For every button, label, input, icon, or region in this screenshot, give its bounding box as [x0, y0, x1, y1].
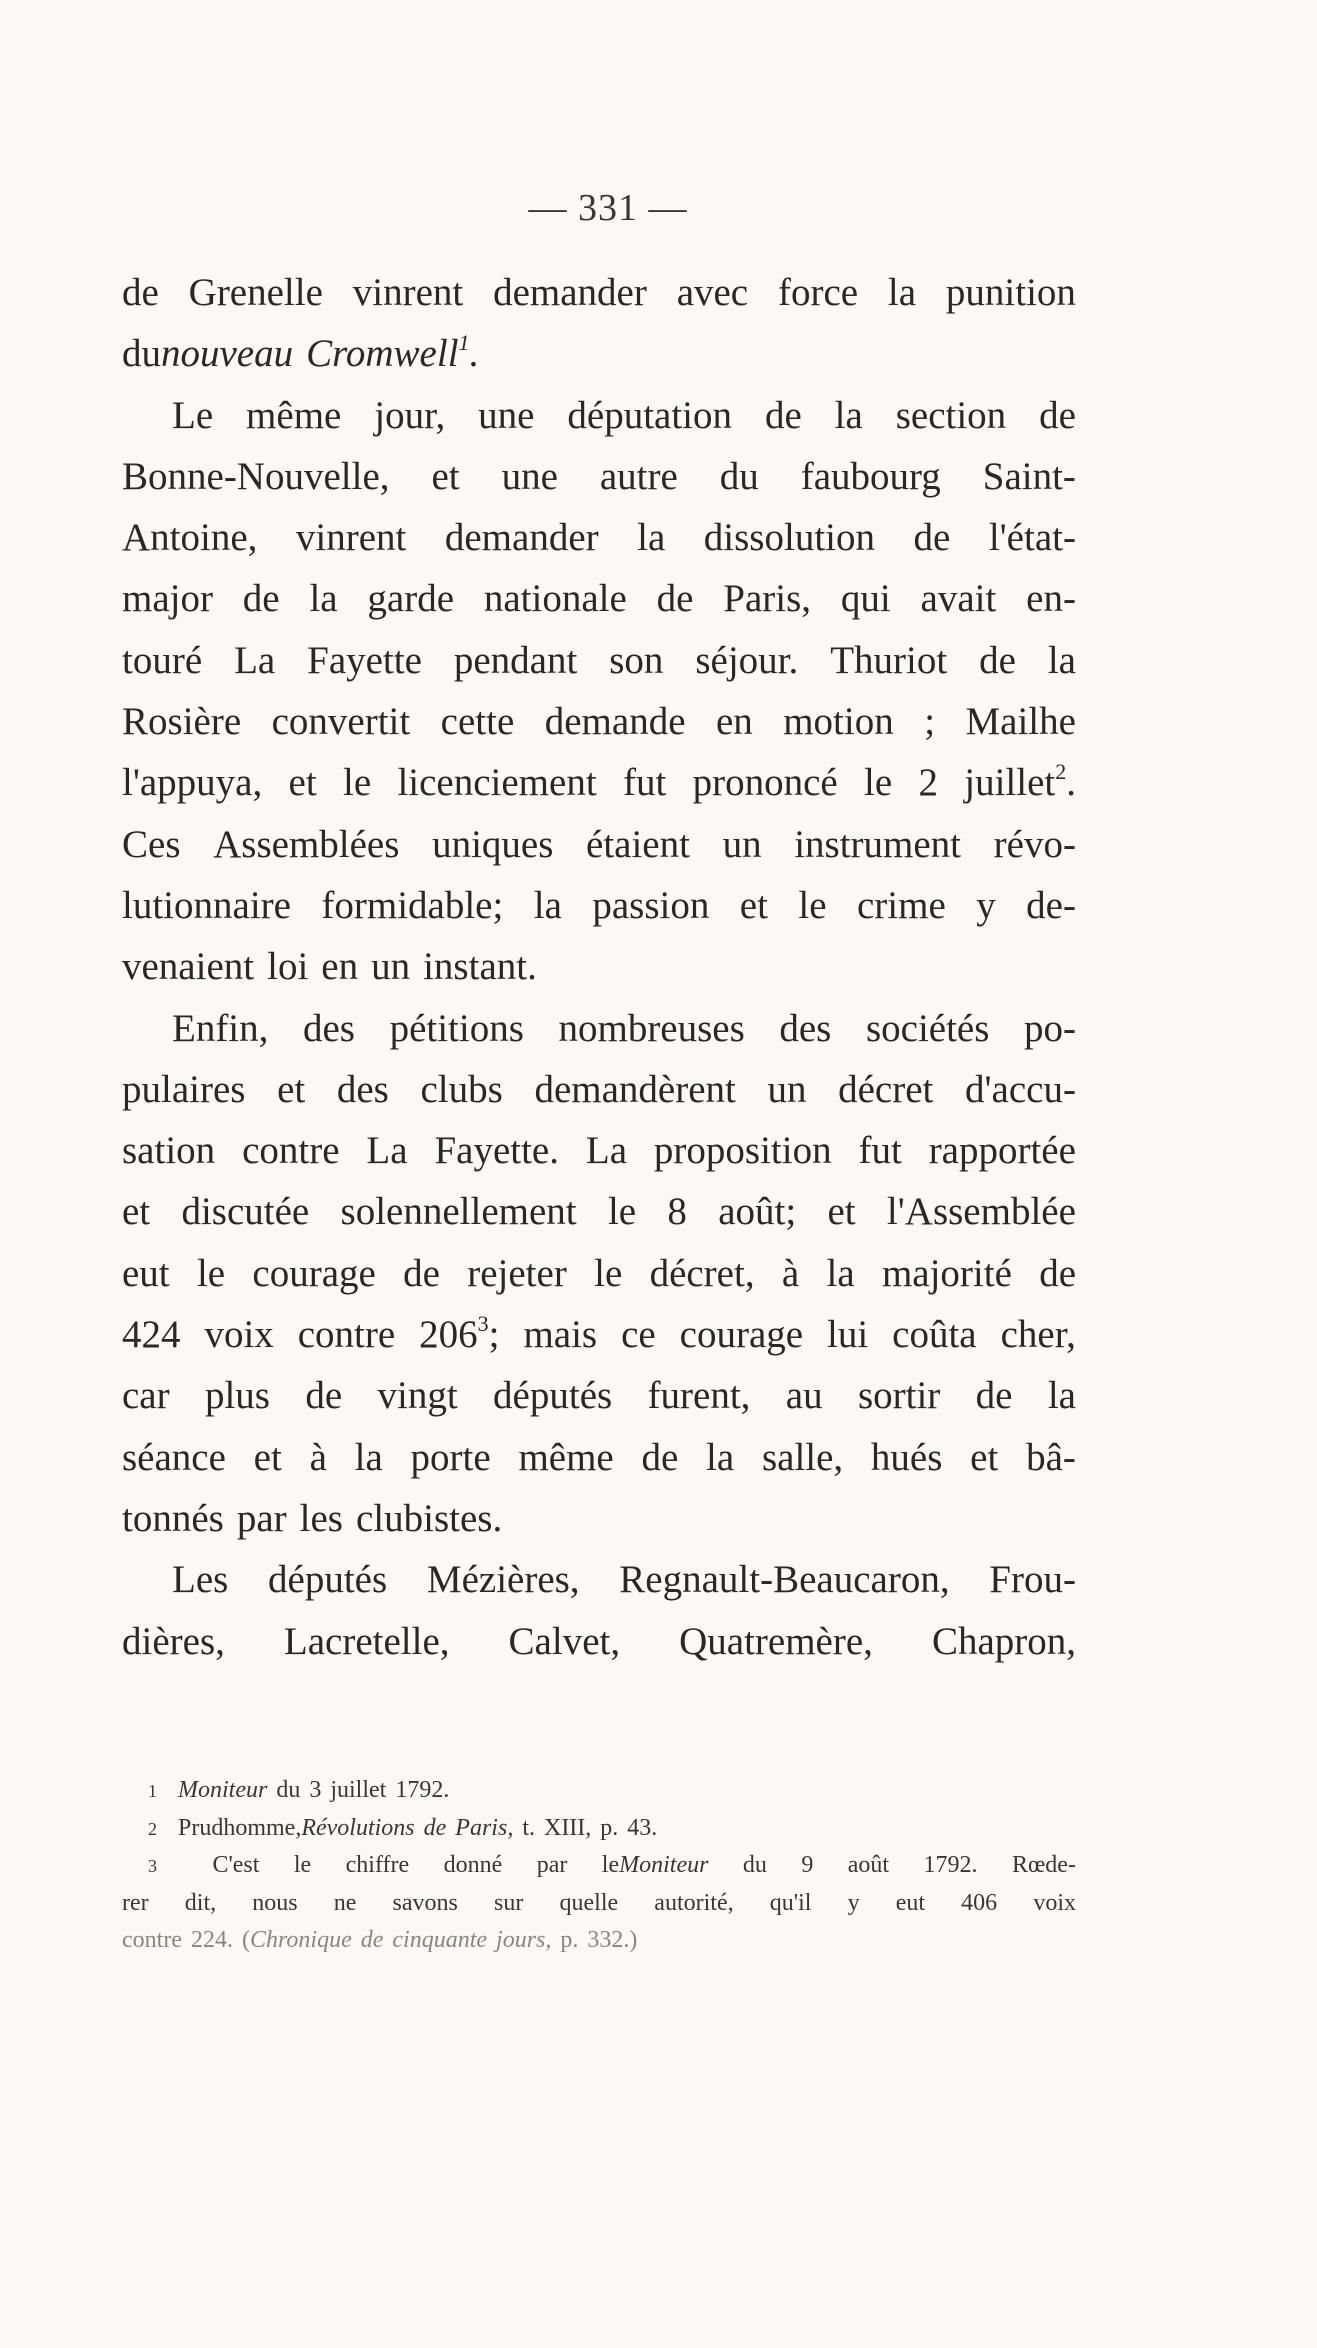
- word: de: [403, 1251, 440, 1295]
- word: y: [847, 1889, 860, 1916]
- word: révo-: [993, 822, 1076, 866]
- word: plus: [204, 1374, 270, 1418]
- word: le: [342, 761, 372, 805]
- word: la: [354, 1435, 383, 1479]
- word: 2: [918, 761, 938, 805]
- word: de: [122, 271, 159, 314]
- word: sur: [494, 1889, 524, 1916]
- word: à: [309, 1435, 327, 1479]
- word: août: [847, 1852, 890, 1878]
- text-line: [122, 630, 1076, 691]
- word: la: [834, 393, 863, 437]
- word: .: [1066, 761, 1076, 805]
- word: touré: [122, 638, 203, 682]
- word: Paris,: [723, 577, 812, 621]
- word: la: [706, 1435, 735, 1479]
- word: force: [777, 271, 859, 314]
- word: ne: [333, 1889, 357, 1916]
- word: discutée: [181, 1190, 310, 1234]
- word: Rosière: [122, 700, 242, 744]
- word: Chronique: [249, 1927, 352, 1953]
- word: en: [321, 945, 359, 989]
- word: leMoniteur: [601, 1852, 709, 1878]
- page-number: — 331 —: [528, 187, 688, 229]
- word: de: [764, 393, 802, 437]
- word: de: [913, 516, 951, 560]
- word: solennellement: [340, 1190, 577, 1234]
- footnote: [122, 1772, 1076, 1810]
- word: coûta: [892, 1313, 977, 1357]
- word: députés: [493, 1374, 613, 1418]
- word: bâ-: [1026, 1435, 1076, 1479]
- word: rer: [122, 1889, 149, 1916]
- word: et: [827, 1190, 856, 1234]
- word: même: [518, 1435, 614, 1479]
- word: vinrent: [352, 271, 464, 314]
- word: cinquante: [392, 1927, 488, 1953]
- word: de: [1039, 1251, 1076, 1295]
- word: la: [1047, 638, 1076, 682]
- word: quelle: [559, 1889, 619, 1916]
- text-line: [122, 1549, 1076, 1610]
- word: La: [585, 1129, 628, 1173]
- word: ;: [924, 700, 936, 744]
- text-line: [122, 1059, 1076, 1120]
- word: décret,: [649, 1251, 755, 1295]
- word: XIII,: [543, 1814, 592, 1841]
- word: ce: [621, 1313, 656, 1357]
- word: courage: [252, 1251, 376, 1295]
- word: le: [864, 761, 893, 805]
- word: une: [478, 393, 535, 437]
- text-line: [122, 262, 1076, 323]
- word: un: [767, 1067, 807, 1111]
- word: en: [715, 700, 753, 744]
- word: Fayette: [307, 638, 422, 682]
- word: salle,: [761, 1435, 844, 1479]
- word: des: [302, 1006, 355, 1050]
- word: proposition: [653, 1129, 832, 1173]
- word: 3: [309, 1777, 322, 1803]
- footnotes: [122, 1772, 1076, 1960]
- word: eut: [895, 1889, 926, 1916]
- word: jour,: [374, 393, 446, 437]
- word: cher,: [1000, 1313, 1076, 1357]
- word: la: [826, 1251, 855, 1295]
- word: section: [895, 393, 1007, 437]
- text-line: [122, 385, 1076, 446]
- word: formidable;: [321, 883, 504, 927]
- word: d'accu-: [965, 1067, 1076, 1111]
- word: Frou-: [989, 1558, 1076, 1602]
- word: de: [423, 1814, 447, 1841]
- word: et: [277, 1067, 306, 1111]
- word: Le: [172, 393, 214, 437]
- word: p.: [600, 1814, 619, 1841]
- word: étaient: [586, 822, 690, 866]
- word: ,: [507, 1814, 514, 1841]
- word: fut: [858, 1129, 902, 1173]
- word: les: [299, 1496, 343, 1540]
- word: demander: [493, 271, 647, 314]
- word: le: [196, 1251, 226, 1295]
- footnote-marker: 2: [148, 1818, 157, 1839]
- word: t.: [522, 1814, 535, 1841]
- word: Enfin,: [172, 1006, 269, 1050]
- word: nouveau: [161, 332, 294, 376]
- word: jours,: [496, 1927, 552, 1953]
- footnote-line: [122, 1847, 1076, 1885]
- word: savons: [392, 1889, 458, 1916]
- word: porte: [410, 1435, 491, 1479]
- word: major: [122, 577, 213, 621]
- text-line: [122, 936, 1076, 997]
- word: Ces: [122, 822, 181, 866]
- text-line: [122, 507, 1076, 568]
- word: Prudhomme,Révolutions: [178, 1814, 415, 1841]
- footnote: [122, 1810, 1076, 1848]
- word: et: [970, 1435, 999, 1479]
- word: convertit: [271, 700, 411, 744]
- text-line: [122, 691, 1076, 752]
- word: cette: [440, 700, 515, 744]
- word: Saint-: [982, 454, 1076, 498]
- word: des: [336, 1067, 389, 1111]
- word: députés: [268, 1558, 388, 1602]
- word: chiffre: [345, 1852, 410, 1878]
- word: de: [656, 577, 694, 621]
- word: Thuriot: [830, 638, 948, 682]
- paragraph: [122, 998, 1076, 1550]
- footnote-line: [122, 1810, 1076, 1848]
- word: 9: [801, 1852, 814, 1878]
- word: pétitions: [389, 1006, 524, 1050]
- word: (Chronique: [241, 1927, 352, 1953]
- word: la: [637, 516, 666, 560]
- word: juillet: [330, 1777, 387, 1803]
- text-line: [122, 323, 1076, 384]
- footnote-line: [122, 1772, 1076, 1810]
- word: qu'il: [769, 1889, 812, 1916]
- word: fut: [622, 761, 667, 805]
- word: nous: [252, 1889, 298, 1916]
- word: 1792.: [923, 1852, 978, 1878]
- word: licenciement: [397, 761, 597, 805]
- word: pendant: [453, 638, 578, 682]
- word: 43.: [627, 1814, 658, 1841]
- word: un: [722, 822, 762, 866]
- word: séance: [122, 1435, 226, 1479]
- word: y: [976, 883, 996, 927]
- word: rejeter: [467, 1251, 567, 1295]
- word: et: [431, 454, 460, 498]
- text-line: [122, 875, 1076, 936]
- word: Antoine,: [122, 516, 258, 560]
- word: dit,: [184, 1889, 217, 1916]
- text-line: [122, 752, 1076, 813]
- word: de: [979, 638, 1016, 682]
- paragraph: [122, 385, 1076, 998]
- word: de: [641, 1435, 679, 1479]
- word: venaient: [122, 945, 255, 989]
- word: Grenelle: [188, 271, 323, 314]
- word: nationale: [483, 577, 627, 621]
- word: demander: [444, 516, 599, 560]
- word: Calvet,: [508, 1619, 621, 1663]
- text-line: [122, 1120, 1076, 1181]
- word: majorité: [881, 1251, 1012, 1295]
- word: avec: [676, 271, 749, 314]
- word: eut: [122, 1251, 170, 1295]
- word: le: [607, 1190, 637, 1234]
- word: hués: [870, 1435, 943, 1479]
- word: de: [305, 1374, 343, 1418]
- word: l'appuya,: [122, 761, 263, 805]
- word: demande: [544, 700, 686, 744]
- word: le: [594, 1251, 623, 1295]
- word: et: [122, 1190, 151, 1234]
- word: autre: [599, 454, 678, 498]
- footnote-marker: 1: [148, 1781, 157, 1801]
- word: Moniteur: [619, 1852, 709, 1878]
- word: 224.: [190, 1927, 233, 1953]
- word: par: [536, 1852, 568, 1878]
- word: voix: [204, 1313, 274, 1357]
- word: l'Assemblée: [886, 1190, 1076, 1234]
- word: prononcé: [692, 761, 838, 805]
- body-text: [122, 262, 1076, 1672]
- word: la: [1047, 1374, 1076, 1418]
- word: po-: [1024, 1006, 1076, 1050]
- word: 1792.: [395, 1777, 450, 1803]
- word: ,: [545, 1927, 552, 1953]
- word: août;: [718, 1190, 797, 1234]
- footnote-reference: 1: [458, 330, 470, 356]
- word: 332.): [587, 1927, 638, 1953]
- word: du: [276, 1777, 301, 1803]
- word: un: [371, 945, 411, 989]
- word: $206^3$;: [419, 1311, 500, 1357]
- word: La: [366, 1129, 408, 1173]
- word: lutionnaire: [122, 883, 291, 927]
- word: sation: [122, 1129, 216, 1173]
- word: loi: [267, 945, 309, 989]
- word: et: [739, 883, 768, 927]
- word: crime: [856, 883, 946, 927]
- text-line: [122, 1488, 1076, 1549]
- word: vinrent: [295, 516, 407, 560]
- word: la: [887, 271, 917, 314]
- word: voix: [1033, 1889, 1076, 1916]
- word: des: [779, 1006, 832, 1050]
- word: 406: [961, 1889, 998, 1916]
- text-line: [122, 1611, 1076, 1672]
- word: demandèrent: [534, 1067, 736, 1111]
- word: l'état-: [988, 516, 1076, 560]
- word: Paris,: [455, 1814, 514, 1841]
- word: et: [253, 1435, 282, 1479]
- word: .: [469, 332, 480, 376]
- word: Rœde-: [1011, 1852, 1076, 1878]
- word: dissolution: [703, 516, 875, 560]
- word: Regnault-Beaucaron,: [619, 1558, 950, 1602]
- word: de: [1039, 393, 1076, 437]
- footnote-marker: 3: [148, 1856, 157, 1876]
- word: car: [122, 1374, 170, 1418]
- footnote-reference: 3: [477, 1311, 489, 1337]
- word: 424: [122, 1313, 181, 1357]
- word: furent,: [647, 1374, 751, 1418]
- word: lui: [827, 1313, 869, 1357]
- word: députation: [567, 393, 733, 437]
- text-line: [122, 998, 1076, 1059]
- word: La: [234, 638, 276, 682]
- word: Bonne-Nouvelle,: [122, 454, 390, 498]
- text-line: [122, 1427, 1076, 1488]
- word: vingt: [377, 1374, 458, 1418]
- word: Assemblées: [213, 822, 400, 866]
- footnote-line: [122, 1922, 1076, 1960]
- word: passion: [592, 883, 710, 927]
- word: séjour.: [695, 638, 799, 682]
- word: par: [236, 1496, 287, 1540]
- word: la: [533, 883, 562, 927]
- word: rapportée: [928, 1129, 1076, 1173]
- word: Fayette.: [434, 1129, 559, 1173]
- word: Lacretelle,: [283, 1619, 450, 1663]
- word: uniques: [432, 822, 554, 866]
- word: instant.: [423, 945, 537, 989]
- word: décret: [838, 1067, 934, 1111]
- word: clubistes.: [355, 1496, 503, 1540]
- word: Quatremère,: [679, 1619, 873, 1663]
- word: avait: [920, 577, 997, 621]
- word: de: [975, 1374, 1013, 1418]
- word: même: [246, 393, 342, 437]
- word: qui: [840, 577, 891, 621]
- word: courage: [679, 1313, 804, 1357]
- word: juillet$^2$.: [964, 759, 1076, 805]
- word: 8: [667, 1190, 687, 1234]
- word: tonnés: [122, 1496, 224, 1540]
- word: punition: [945, 271, 1076, 314]
- word: pulaires: [122, 1067, 246, 1111]
- word: une: [501, 454, 558, 498]
- word: et: [288, 761, 317, 805]
- word: dières,: [122, 1619, 225, 1663]
- word: de: [360, 1927, 384, 1953]
- word: en-: [1026, 577, 1076, 621]
- word: p.: [560, 1927, 579, 1953]
- word: Révolutions: [301, 1814, 415, 1841]
- footnote: [122, 1847, 1076, 1960]
- word: autorité,: [654, 1889, 734, 1916]
- word: contre: [122, 1927, 182, 1953]
- word: du: [742, 1852, 767, 1878]
- text-line: [122, 814, 1076, 875]
- word: Chapron,: [931, 1619, 1076, 1663]
- word: donné: [443, 1852, 503, 1878]
- word: nombreuses: [558, 1006, 745, 1050]
- paragraph: [122, 1549, 1076, 1672]
- text-line: [122, 446, 1076, 507]
- word: de: [242, 577, 280, 621]
- text-line: [122, 1181, 1076, 1242]
- footnote-reference: 2: [1055, 759, 1067, 785]
- word: au: [785, 1374, 823, 1418]
- word: garde: [367, 577, 455, 621]
- word: le: [293, 1852, 312, 1878]
- word: sortir: [857, 1374, 941, 1418]
- word: ;: [488, 1313, 500, 1357]
- word: dunouveau: [122, 332, 294, 376]
- word: Cromwell$^1$.: [306, 330, 480, 376]
- text-line: [122, 568, 1076, 629]
- text-line: [122, 1365, 1076, 1426]
- text-line: [122, 1243, 1076, 1304]
- word: de-: [1026, 883, 1076, 927]
- word: contre: [242, 1129, 340, 1173]
- footnote-line: [122, 1885, 1076, 1923]
- word: son: [609, 638, 664, 682]
- word: clubs: [420, 1067, 503, 1111]
- word: sociétés: [865, 1006, 990, 1050]
- word: à: [781, 1251, 800, 1295]
- word: la: [309, 577, 338, 621]
- paragraph: [122, 262, 1076, 385]
- word: contre: [297, 1313, 396, 1357]
- word: Mailhe: [965, 700, 1076, 744]
- word: Moniteur: [178, 1777, 268, 1803]
- word: mais: [523, 1313, 598, 1357]
- word: du: [719, 454, 759, 498]
- word: motion: [783, 700, 894, 744]
- word: instrument: [794, 822, 962, 866]
- word: Les: [172, 1558, 229, 1602]
- word: Mézières,: [426, 1558, 580, 1602]
- word: faubourg: [800, 454, 941, 498]
- word: C'est: [212, 1852, 260, 1878]
- word: le: [798, 883, 827, 927]
- text-line: [122, 1304, 1076, 1365]
